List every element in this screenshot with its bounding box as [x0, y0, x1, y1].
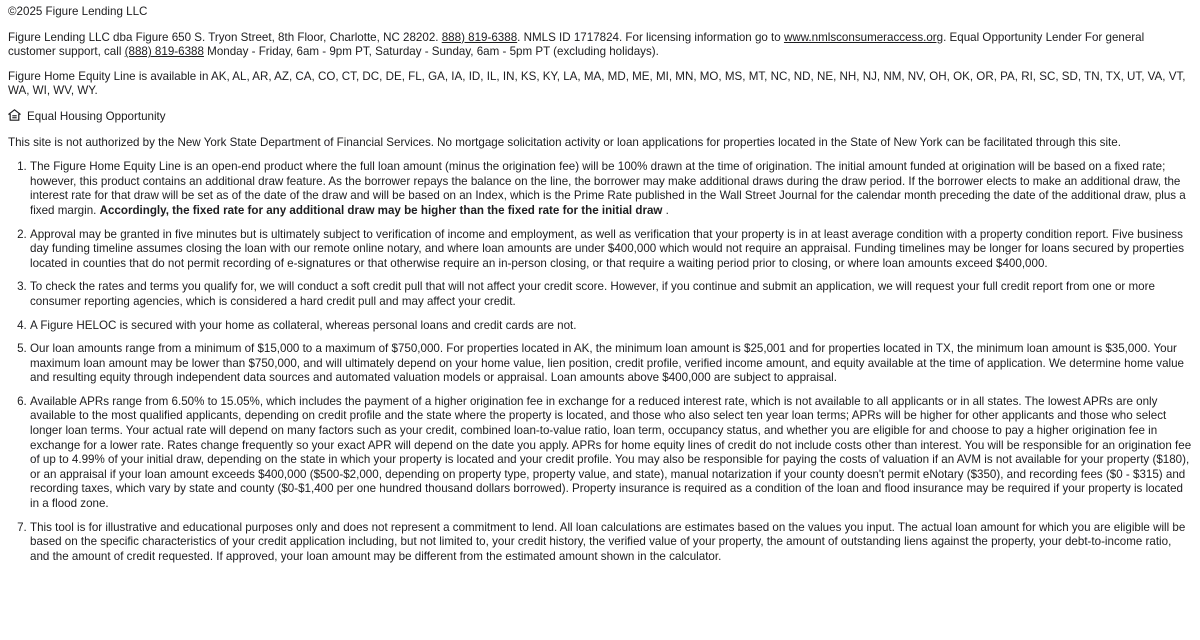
licensing-paragraph: [8, 31, 1192, 60]
disclosure-item-5: 5. Our loan amounts range from a minimum of $15,000 to a maximum of $750,000. For properties located in AK, the minimum loan amount is $25,001 and for properties located in TX, the minimum loan amount is $35,000. Your maximum loan amount may be lower than $750,000, and will ultimately depend on your home value, lien position, credit profile, verified income amount, and equity available at the time of application. We determine home value and resulting equity through independent data sources and automated valuation models or appraisal. Loan amounts above $400,000 are subject to appraisal.: [30, 342, 1192, 386]
disclosure-bold-emphasis: Accordingly, the fixed rate for any additional draw may be higher than the fixed rate for the initial draw: [99, 203, 663, 217]
disclosure-item-3: 3. To check the rates and terms you qualify for, we will conduct a soft credit pull that will not affect your credit score. However, if you continue and submit an application, we will request your full credit report from one or more consumer reporting agencies, which is considered a hard credit pull and may affect your credit.: [30, 280, 1192, 309]
disclosures-list: [8, 160, 1192, 564]
phone-link[interactable]: 888) 819-6388: [441, 30, 518, 44]
house-icon: [8, 109, 21, 126]
new-york-notice: This site is not authorized by the New York State Department of Financial Services. No mortgage solicitation activity or loan applications for properties located in the State of New York can be facilitated through this site.: [8, 135, 1121, 149]
disclosure-item-4: 4. A Figure HELOC is secured with your home as collateral, whereas personal loans and credit cards are not.: [30, 319, 1192, 334]
disclosure-item-2: 2. Approval may be granted in five minutes but is ultimately subject to verification of income and employment, as well as verification that your property is in at least average condition with a property condition report. Five business day funding timeline assumes closing the loan with our remote online notary, and where loan amounts are under $400,000 which would not require an appraisal. Funding timelines may be longer for loans secured by properties located in counties that do not permit recording of e-signatures or that otherwise require an in-person closing, or that require a waiting period prior to closing, or where loan amounts exceed $400,000.: [30, 228, 1192, 272]
disclosure-item-1: 1. The Figure Home Equity Line is an open-end product where the full loan amount (minus the origination fee) will be 100% drawn at the time of origination. The initial amount funded at origination will be based on a fixed rate; however, this product contains an additional draw feature. As the borrower repays the balance on the line, the borrower may make additional draws during the draw period. If the borrower elects to make an additional draw, the interest rate for that draw will be set as of the date of the draw and will be based on an Index, which is the Prime Rate published in the Wall Street Journal for the calendar month preceding the date of the additional draw, plus a fixed margin. Accordingly, the fixed rate for any additional draw may be higher than the fixed rate for the initial draw .: [30, 160, 1192, 218]
licensing-nmls: . NMLS ID 1717824. For licensing information go to: [517, 30, 784, 44]
support-phone-link[interactable]: (888) 819-6388: [124, 45, 204, 59]
licensing-address: Figure Lending LLC dba Figure 650 S. Tryon Street, 8th Floor, Charlotte, NC 28202.: [8, 30, 442, 44]
equal-housing-label: Equal Housing Opportunity: [27, 109, 166, 123]
equal-housing-opportunity: [8, 109, 1192, 126]
state-availability-text: Figure Home Equity Line is available in AK, AL, AR, AZ, CA, CO, CT, DC, DE, FL, GA, IA, ID, IL, IN, KS, KY, LA, MA, MD, ME, MI, MN, MO, MS, MT, NC, ND, NE, NH, NJ, NM, NV, OH, OK, OR, PA, RI, SC, SD, TN, TX, UT, VA, VT, WA, WI, WV, WY.: [8, 69, 1186, 98]
nmls-consumer-access-link[interactable]: www.nmlsconsumeraccess.org: [783, 30, 944, 44]
copyright-text: ©2025 Figure Lending LLC: [8, 5, 148, 18]
disclosure-item-6: 6. Available APRs range from 6.50% to 15.05%, which includes the payment of a higher origination fee in exchange for a reduced interest rate, which is not available to all applicants or in all states. The lowest APRs are only available to the most qualified applicants, depending on credit profile and the state where the property is located, and those who also select ten year loan terms; APRs will be higher for other applicants and those who select longer loan terms. Your actual rate will depend on many factors such as your credit, combined loan-to-value ratio, loan term, occupancy status, and whether you are eligible for and choose to pay a higher origination fee in exchange for a lower rate. Rates change frequently so your exact APR will depend on the date you apply. APRs for home equity lines of credit do not include costs other than interest. You will be responsible for an origination fee of up to 4.99% of your initial draw, depending on the state in which your property is located and your credit profile. You may also be responsible for paying the costs of valuation if an AVM is not available for your property ($180), or an appraisal if your loan amount exceeds $400,000 ($500-$2,000, depending on property type, property value, and state), manual notarization if your county doesn't permit eNotary ($350), and recording fees ($0 - $315) and recording taxes, which vary by state and county ($0-$1,400 per one hundred thousand dollars borrowed). Property insurance is required as a condition of the loan and flood insurance may be required if your property is located in a flood zone.: [30, 395, 1192, 512]
disclosure-item-7: 7. This tool is for illustrative and educational purposes only and does not represent a commitment to lend. All loan calculations are estimates based on the values you input. The actual loan amount for which you are eligible will be based on the specific characteristics of your credit application including, but not limited to, your credit history, the verified value of your property, the amount of outstanding liens against the property, your debt-to-income ratio, and the amount of credit requested. If approved, your loan amount may be different from the estimated amount shown in the calculator.: [30, 521, 1192, 565]
licensing-support: . Equal Opportunity Lender For general customer support, call: [8, 30, 1145, 59]
licensing-hours: Monday - Friday, 6am - 9pm PT, Saturday - Sunday, 6am - 5pm PT (excluding holidays).: [203, 45, 659, 59]
